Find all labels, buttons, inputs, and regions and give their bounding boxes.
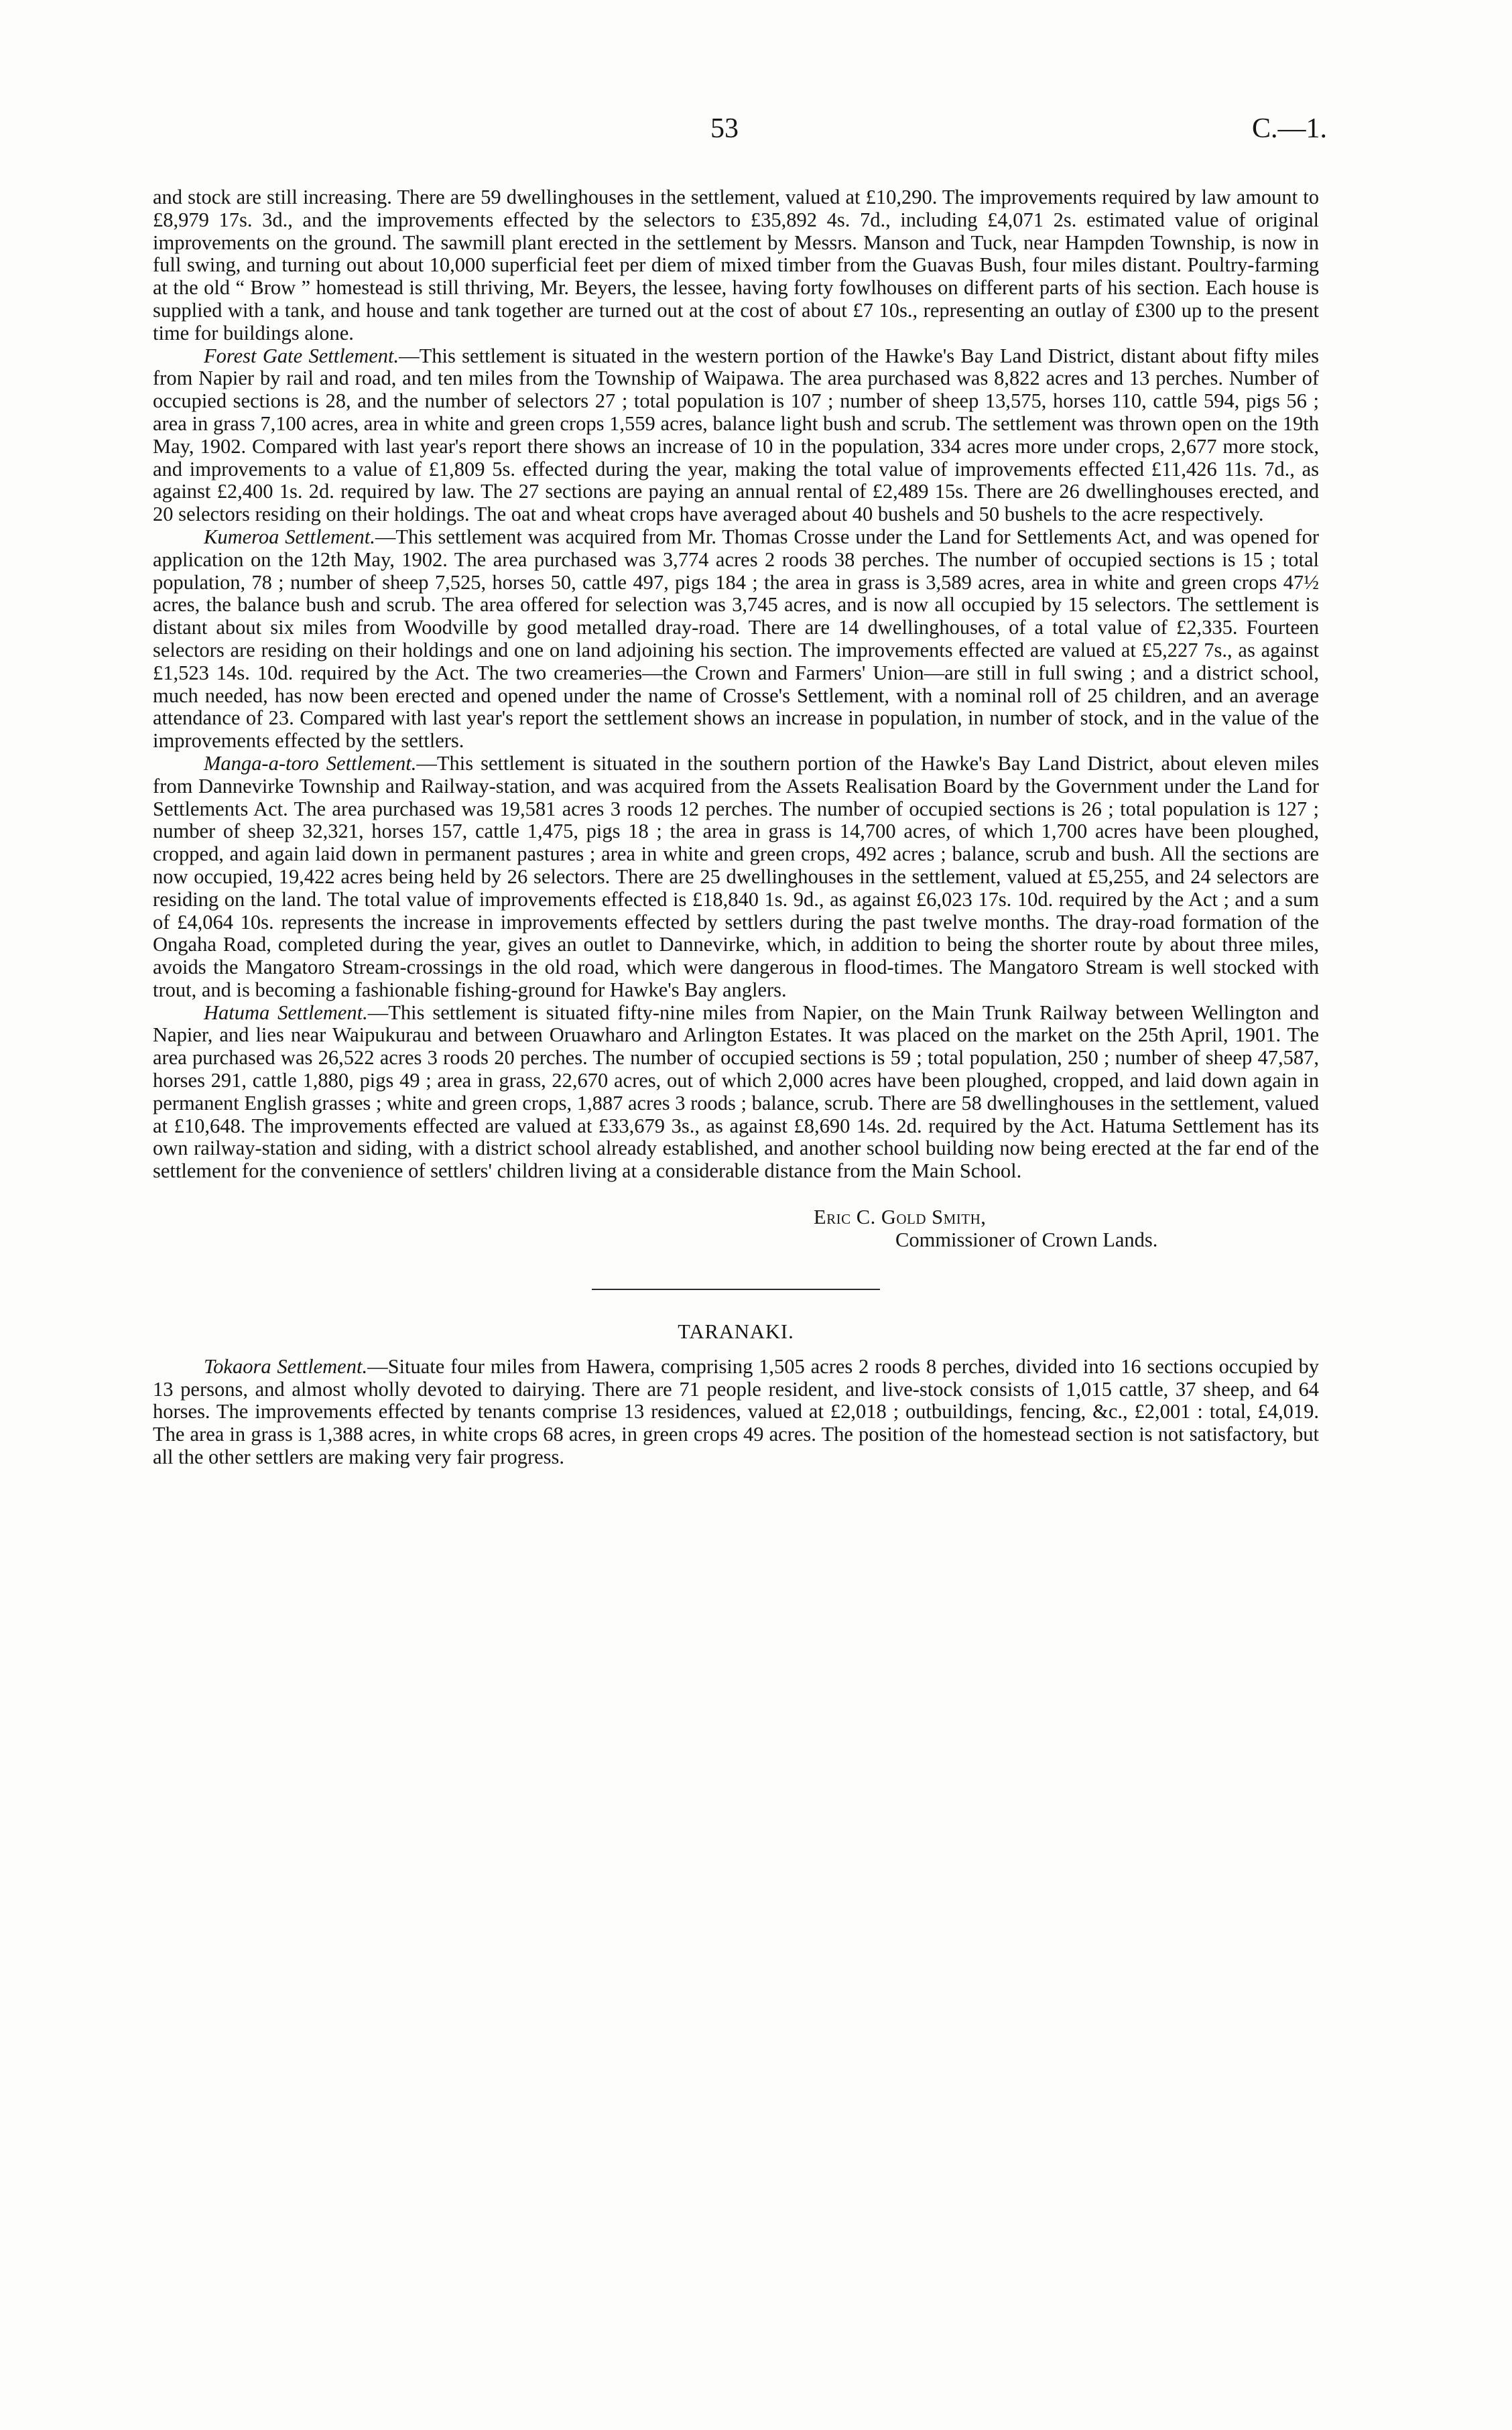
settlement-text: —This settlement is situated in the southern portion of the Hawke's Bay Land District, about eleven miles from Dannevirke Township and Railway-station, and was acquired from the Assets Realisation Board by the Government under the Land for Settlements Act. The area purchased was 19,581 acres 3 roods 12 perches. The number of occupied sections is 26 ; total population is 127 ; number of sheep 32,321, horses 157, cattle 1,475, pigs 18 ; the area in grass is 14,700 acres, of which 1,700 acres have been ploughed, cropped, and again laid down in permanent pastures ; area in white and green crops, 492 acres ; balance, scrub and bush. All the sections are now occupied, 19,422 acres being held by 26 selectors. There are 25 dwellinghouses in the settlement, valued at £5,255, and 24 selectors are residing on the land. The total value of improvements effected is £18,840 1s. 9d., as against £6,023 17s. 10d. required by the Act ; and a sum of £4,064 10s. represents the increase in improvements effected by settlers during the past twelve months. The dray-road formation of the Ongaha Road, completed during the year, gives an outlet to Dannevirke, which, in addition to being the shorter route by about three miles, avoids the Mangatoro Stream-crossings in the old road, which were dangerous in flood-times. The Mangatoro Stream is well stocked with trout, and is becoming a fashionable fishing-ground for Hawke's Bay anglers. <box>153 751 1320 1001</box>
settlement-paragraph-tokaora <box>153 1356 1319 1469</box>
settlement-text: —This settlement was acquired from Mr. Thomas Crosse under the Land for Settlements Act, and was opened for application on the 12th May, 1902. The area purchased was 3,774 acres 2 roods 38 perches. The number of occupied sections is 15 ; total population, 78 ; number of sheep 7,525, horses 50, cattle 497, pigs 184 ; the area in grass is 3,589 acres, area in white and green crops 47½ acres, the balance bush and scrub. The area offered for selection was 3,745 acres, and is now all occupied by 15 selectors. The settlement is distant about six miles from Woodville by good metalled dray-road. There are 14 dwellinghouses, of a total value of £2,335. Fourteen selectors are residing on their holdings and one on land adjoining his section. The improvements effected are valued at £5,227 7s., as against £1,523 14s. 10d. required by the Act. The two creameries—the Crown and Farmers' Union—are still in full swing ; and a district school, much needed, has now been erected and opened under the name of Crosse's Settlement, with a nominal roll of 25 children, and an average attendance of 23. Compared with last year's report the settlement shows an increase in population, in number of stock, and in the value of the improvements effected by the settlers. <box>153 525 1319 753</box>
signature-block <box>814 1206 1319 1251</box>
settlement-name: Tokaora Settlement. <box>204 1354 368 1378</box>
section-heading-taranaki: TARANAKI. <box>678 1320 794 1344</box>
section-divider <box>592 1289 880 1290</box>
body-text <box>153 186 1319 1469</box>
settlement-text: —This settlement is situated fifty-nine miles from Napier, on the Main Trunk Railway between Wellington and Napier, and lies near Waipukurau and between Oruawharo and Arlington Estates. It was placed on the market on the 25th April, 1901. The area purchased was 26,522 acres 3 roods 20 perches. The number of occupied sections is 59 ; total population, 250 ; number of sheep 47,587, horses 291, cattle 1,880, pigs 49 ; area in grass, 22,670 acres, out of which 2,000 acres have been ploughed, cropped, and laid down again in permanent English grasses ; white and green crops, 1,887 acres 3 roods ; balance, scrub. There are 58 dwellinghouses in the settlement, valued at £10,648. The improvements effected are valued at £33,679 3s., as against £8,690 14s. 2d. required by the Act. Hatuma Settlement has its own railway-station and siding, with a district school already established, and another school building now being erected at the far end of the settlement for the convenience of settlers' children living at a considerable distance from the Main School. <box>153 1001 1319 1183</box>
page-header <box>0 113 1512 153</box>
settlement-paragraph-kumeroa <box>153 526 1319 753</box>
settlement-name: Kumeroa Settlement. <box>204 525 375 548</box>
settlement-paragraph-forest-gate <box>153 345 1319 526</box>
settlement-name: Forest Gate Settlement. <box>204 344 399 367</box>
signatory-name: Eric C. Gold Smith, <box>814 1206 987 1229</box>
settlement-paragraph-hatuma <box>153 1002 1319 1183</box>
settlement-name: Hatuma Settlement. <box>204 1001 368 1024</box>
page-number: 53 <box>710 113 739 144</box>
settlement-name: Manga-a-toro Settlement. <box>204 751 417 775</box>
page-reference: C.—1. <box>1252 113 1328 144</box>
continued-paragraph: and stock are still increasing. There are 59 dwellinghouses in the settlement, valued at £10,290. The improvements required by law amount to £8,979 17s. 3d., and the improvements effected by the selectors to £35,892 4s. 7d., including £4,071 2s. estimated value of original improvements on the ground. The sawmill plant erected in the settlement by Messrs. Manson and Tuck, near Hampden Township, is now in full swing, and turning out about 10,000 superficial feet per diem of mixed timber from the Guavas Bush, four miles distant. Poultry-farming at the old “ Brow ” homestead is still thriving, Mr. Beyers, the lessee, having forty fowlhouses on different parts of his section. Each house is supplied with a tank, and house and tank together are turned out at the cost of about £7 10s., representing an outlay of £300 up to the present time for buildings alone. <box>153 186 1319 344</box>
signatory-title: Commissioner of Crown Lands. <box>895 1228 1158 1252</box>
settlement-paragraph-manga-a-toro <box>153 753 1319 1002</box>
settlement-text: —This settlement is situated in the western portion of the Hawke's Bay Land District, distant about fifty miles from Napier by rail and road, and ten miles from the Township of Waipawa. The area purchased was 8,822 acres and 13 perches. Number of occupied sections is 28, and the number of selectors 27 ; total population is 107 ; number of sheep 13,575, horses 110, cattle 594, pigs 56 ; area in grass 7,100 acres, area in white and green crops 1,559 acres, balance light bush and scrub. The settlement was thrown open on the 19th May, 1902. Compared with last year's report there shows an increase of 10 in the population, 334 acres more under crops, 2,677 more stock, and improvements to a value of £1,809 5s. effected during the year, making the total value of improvements effected £11,426 11s. 7d., as against £2,400 1s. 2d. required by law. The 27 sections are paying an annual rental of £2,489 15s. There are 26 dwellinghouses erected, and 20 selectors residing on their holdings. The oat and wheat crops have averaged about 40 bushels and 50 bushels to the acre respectively. <box>153 344 1319 526</box>
settlement-text: —Situate four miles from Hawera, comprising 1,505 acres 2 roods 8 perches, divided into 16 sections occupied by 13 persons, and almost wholly devoted to dairying. There are 71 people resident, and live-stock consists of 1,015 cattle, 37 sheep, and 64 horses. The improvements effected by tenants comprise 13 residences, valued at £2,018 ; outbuildings, fencing, &c., £2,001 : total, £4,019. The area in grass is 1,388 acres, in white crops 68 acres, in green crops 49 acres. The position of the homestead section is not satisfactory, but all the other settlers are making very fair progress. <box>153 1354 1319 1469</box>
